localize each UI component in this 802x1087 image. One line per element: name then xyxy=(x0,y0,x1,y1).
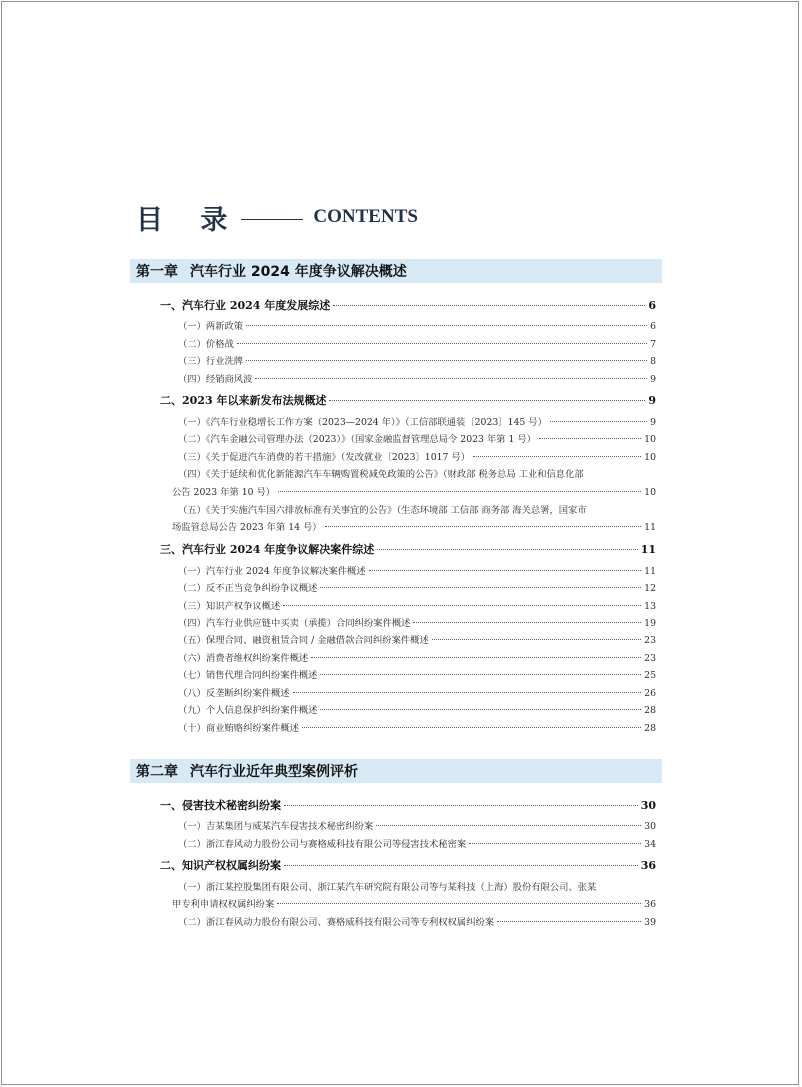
toc-item[interactable]: （七）销售代理合同纠纷案件概述 25 xyxy=(178,670,656,681)
toc-section[interactable]: 一、侵害技术秘密纠纷案 30 xyxy=(160,799,656,812)
contents-label: CONTENTS xyxy=(313,206,418,227)
toc-item[interactable]: （三）行业洗牌 8 xyxy=(178,356,656,367)
toc-item[interactable]: （九）个人信息保护纠纷案件概述 28 xyxy=(178,705,656,716)
toc-item[interactable]: （二）《汽车金融公司管理办法（2023）》（国家金融监督管理总局令 2023 年第 1 号） 10 xyxy=(178,434,656,445)
chapter-title: 汽车行业 2024 年度争议解决概述 xyxy=(190,264,407,280)
chapter-heading-1[interactable] xyxy=(130,259,662,283)
toc-item[interactable]: 甲专利申请权权属纠纷案 36 xyxy=(172,899,656,910)
toc-item[interactable]: （十）商业贿赂纠纷案件概述 28 xyxy=(178,723,656,734)
toc-item[interactable]: （五）保理合同、融资租赁合同 / 金融借款合同纠纷案件概述 23 xyxy=(178,635,656,646)
toc-item[interactable]: （一）吉某集团与威某汽车侵害技术秘密纠纷案 30 xyxy=(178,821,656,832)
toc-item[interactable]: （二）价格战 7 xyxy=(178,339,656,350)
toc-item[interactable]: 公告 2023 年第 10 号） 10 xyxy=(172,487,656,498)
toc-item[interactable]: （三）知识产权争议概述 13 xyxy=(178,601,656,612)
toc-section[interactable]: 二、知识产权权属纠纷案 36 xyxy=(160,859,656,872)
chapter-number: 第二章 xyxy=(136,764,178,780)
toc-section[interactable]: 一、汽车行业 2024 年度发展综述 6 xyxy=(160,299,656,312)
toc-item[interactable]: （一）两新政策 6 xyxy=(178,321,656,332)
toc-item[interactable]: （二）反不正当竞争纠纷争议概述 12 xyxy=(178,583,656,594)
toc-item[interactable]: （四）经销商风波 9 xyxy=(178,374,656,385)
toc-item[interactable]: （八）反垄断纠纷案件概述 26 xyxy=(178,688,656,699)
chapter-heading-2[interactable] xyxy=(130,759,662,783)
toc-item-line1: （四）《关于延续和优化新能源汽车车辆购置税减免政策的公告》（财政部 税务总局 工业和信息化部 xyxy=(178,469,584,480)
chapter-title: 汽车行业近年典型案例评析 xyxy=(190,764,358,780)
toc-item[interactable]: （四）汽车行业供应链中买卖（承揽）合同纠纷案件概述 19 xyxy=(178,618,656,629)
page-title: 目 录 xyxy=(136,204,242,236)
toc-item[interactable]: （二）浙江春风动力股份公司与赛格威科技有限公司等侵害技术秘密案 34 xyxy=(178,839,656,850)
toc-section[interactable]: 三、汽车行业 2024 年度争议解决案件综述 11 xyxy=(160,543,656,556)
toc-item[interactable]: （三）《关于促进汽车消费的若干措施》（发改就业〔2023〕1017 号） 10 xyxy=(178,452,656,463)
toc-item-line1: （五）《关于实施汽车国六排放标准有关事宜的公告》（生态环境部 工信部 商务部 海关总署，国家市 xyxy=(178,505,587,516)
toc-item[interactable]: （一）《汽车行业稳增长工作方案（2023—2024 年）》（工信部联通装〔2023〕145 号） 9 xyxy=(178,417,656,428)
toc-item[interactable]: （一）汽车行业 2024 年度争议解决案件概述 11 xyxy=(178,566,656,577)
toc-item[interactable]: （六）消费者维权纠纷案件概述 23 xyxy=(178,653,656,664)
title-rule xyxy=(241,219,303,220)
toc-section[interactable]: 二、2023 年以来新发布法规概述 9 xyxy=(160,394,656,407)
toc-header xyxy=(136,198,418,236)
chapter-number: 第一章 xyxy=(136,264,178,280)
toc-item[interactable]: （二）浙江春风动力股份有限公司、赛格威科技有限公司等专利权权属纠纷案 39 xyxy=(178,917,656,928)
toc-item-line1: （一）浙江某控股集团有限公司、浙江某汽车研究院有限公司等与某科技（上海）股份有限公司、张某 xyxy=(178,882,597,893)
toc-item[interactable]: 场监管总局公告 2023 年第 14 号） 11 xyxy=(172,522,656,533)
